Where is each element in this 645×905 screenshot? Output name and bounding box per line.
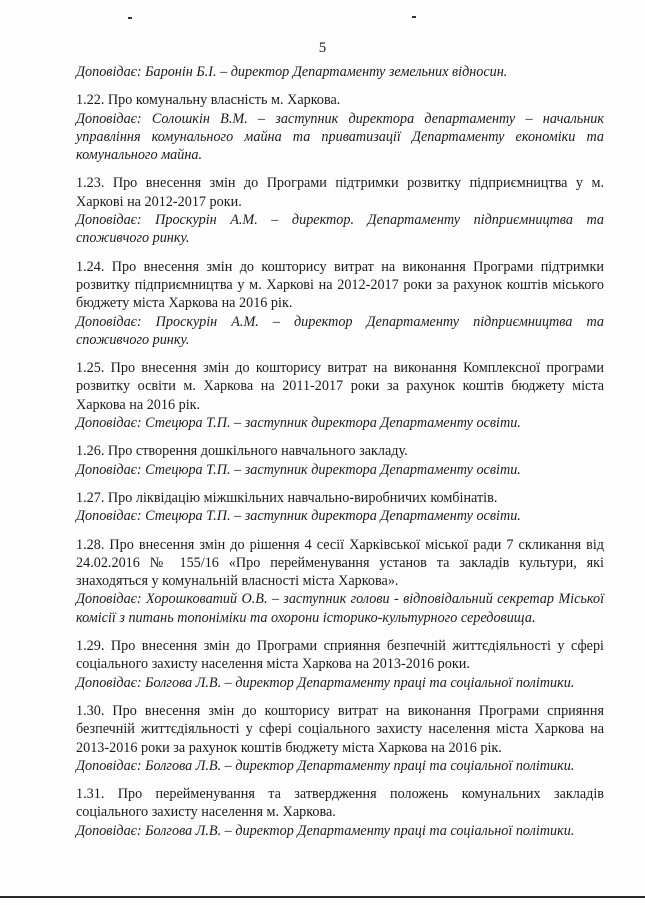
speaker-label: Доповідає: — [76, 110, 142, 127]
speaker-line — [76, 461, 604, 479]
speaker-name: Проскурін А.М. – директор. Департаменту підприємництва та споживчого ринку. — [76, 212, 604, 247]
scan-mark — [128, 17, 132, 19]
agenda-item-title: 1.30. Про внесення змін до кошторису витрат на виконання Програми сприяння безпечній життєдіяльності у сфері соціального захисту населення міста Харкова на 2013-2016 роки за рахунок коштів бюджету міста Харкова на 2016 рік. — [76, 702, 604, 756]
speaker-name: Солошкін В.М. – заступник директора департаменту – начальник управління комунального майна та приватизації Департаменту економіки та комунального майна. — [76, 110, 605, 164]
speaker-line — [76, 674, 604, 692]
speaker-line — [76, 414, 604, 432]
speaker-label: Доповідає: — [76, 591, 142, 608]
agenda-item — [76, 637, 604, 692]
scan-mark — [412, 16, 416, 18]
agenda-item — [76, 359, 604, 432]
speaker-label: Доповідає: — [76, 64, 142, 80]
agenda-item-title: 1.22. Про комунальну власність м. Харкова. — [76, 92, 341, 109]
speaker-line — [76, 507, 604, 525]
speaker-label: Доповідає: — [76, 674, 142, 691]
speaker-label: Доповідає: — [76, 757, 142, 774]
speaker-line — [76, 313, 604, 350]
speaker-name: Стецюра Т.П. – заступник директора Департаменту освіти. — [145, 461, 521, 478]
agenda-item — [76, 174, 604, 247]
speaker-line — [76, 63, 604, 81]
agenda-item-title: 1.27. Про ліквідацію міжшкільних навчально-виробничих комбінатів. — [76, 489, 498, 506]
agenda-item — [76, 258, 604, 349]
speaker-line — [76, 211, 604, 248]
speaker-line — [76, 110, 604, 165]
page-number: 5 — [318, 40, 327, 56]
speaker-label: Доповідає: — [76, 212, 142, 229]
agenda-item — [76, 63, 604, 81]
agenda-item-title: 1.26. Про створення дошкільного навчального закладу. — [76, 443, 408, 460]
speaker-line — [76, 757, 604, 775]
speaker-label: Доповідає: — [76, 508, 142, 525]
speaker-name: Стецюра Т.П. – заступник директора Департаменту освіти. — [145, 508, 521, 525]
speaker-label: Доповідає: — [76, 313, 142, 330]
agenda-item — [76, 489, 604, 526]
speaker-name: Болгова Л.В. – директор Департаменту праці та соціальної політики. — [145, 674, 575, 691]
speaker-name: Баронін Б.І. – директор Департаменту земельних відносин. — [145, 64, 508, 80]
speaker-name: Хорошковатий О.В. – заступник голови - відповідальний секретар Міської комісії з питань топоніміки та охорони історико-культурного середовища. — [76, 591, 605, 626]
agenda-item — [76, 442, 604, 479]
agenda-item — [76, 702, 604, 775]
speaker-name: Болгова Л.В. – директор Департаменту праці та соціальної політики. — [145, 822, 575, 839]
speaker-line — [76, 822, 604, 840]
speaker-name: Стецюра Т.П. – заступник директора Департаменту освіти. — [145, 415, 521, 432]
agenda-item-title: 1.24. Про внесення змін до кошторису витрат на виконання Програми підтримки розвитку підприємництва у м. Харкові на 2012-2017 роки за рахунок коштів міського бюджету міста Харкова на 2016 рік. — [76, 258, 604, 312]
agenda-item — [76, 91, 604, 164]
speaker-label: Доповідає: — [76, 822, 142, 839]
agenda-item-title: 1.31. Про перейменування та затвердження положень комунальних закладів соціального захисту населення м. Харкова. — [76, 786, 604, 821]
scan-edge-line — [0, 896, 645, 898]
agenda-item-title: 1.29. Про внесення змін до Програми сприяння безпечній життєдіяльності у сфері соціального захисту населення міста Харкова на 2013-2016 роки. — [76, 638, 604, 673]
agenda-list — [76, 63, 604, 850]
speaker-name: Проскурін А.М. – директор Департаменту підприємництва та споживчого ринку. — [76, 313, 605, 348]
agenda-item-title: 1.28. Про внесення змін до рішення 4 сесії Харківської міської ради 7 скликання від 24.02.2016 № 155/16 «Про перейменування установ та закладів культури, які знаходяться у комунальній власності міста Харкова». — [76, 536, 604, 590]
agenda-item — [76, 536, 604, 627]
agenda-item-title: 1.25. Про внесення змін до кошторису витрат на виконання Комплексної програми розвитку освіти м. Харкова на 2011-2017 роки за рахунок коштів бюджету міста Харкова на 2016 рік. — [76, 360, 604, 413]
speaker-label: Доповідає: — [76, 461, 142, 478]
speaker-line — [76, 590, 604, 627]
agenda-item — [76, 785, 604, 840]
speaker-label: Доповідає: — [76, 415, 142, 432]
speaker-name: Болгова Л.В. – директор Департаменту праці та соціальної політики. — [145, 757, 575, 774]
agenda-item-title: 1.23. Про внесення змін до Програми підтримки розвитку підприємництва у м. Харкові на 2012-2017 роки. — [76, 175, 604, 210]
